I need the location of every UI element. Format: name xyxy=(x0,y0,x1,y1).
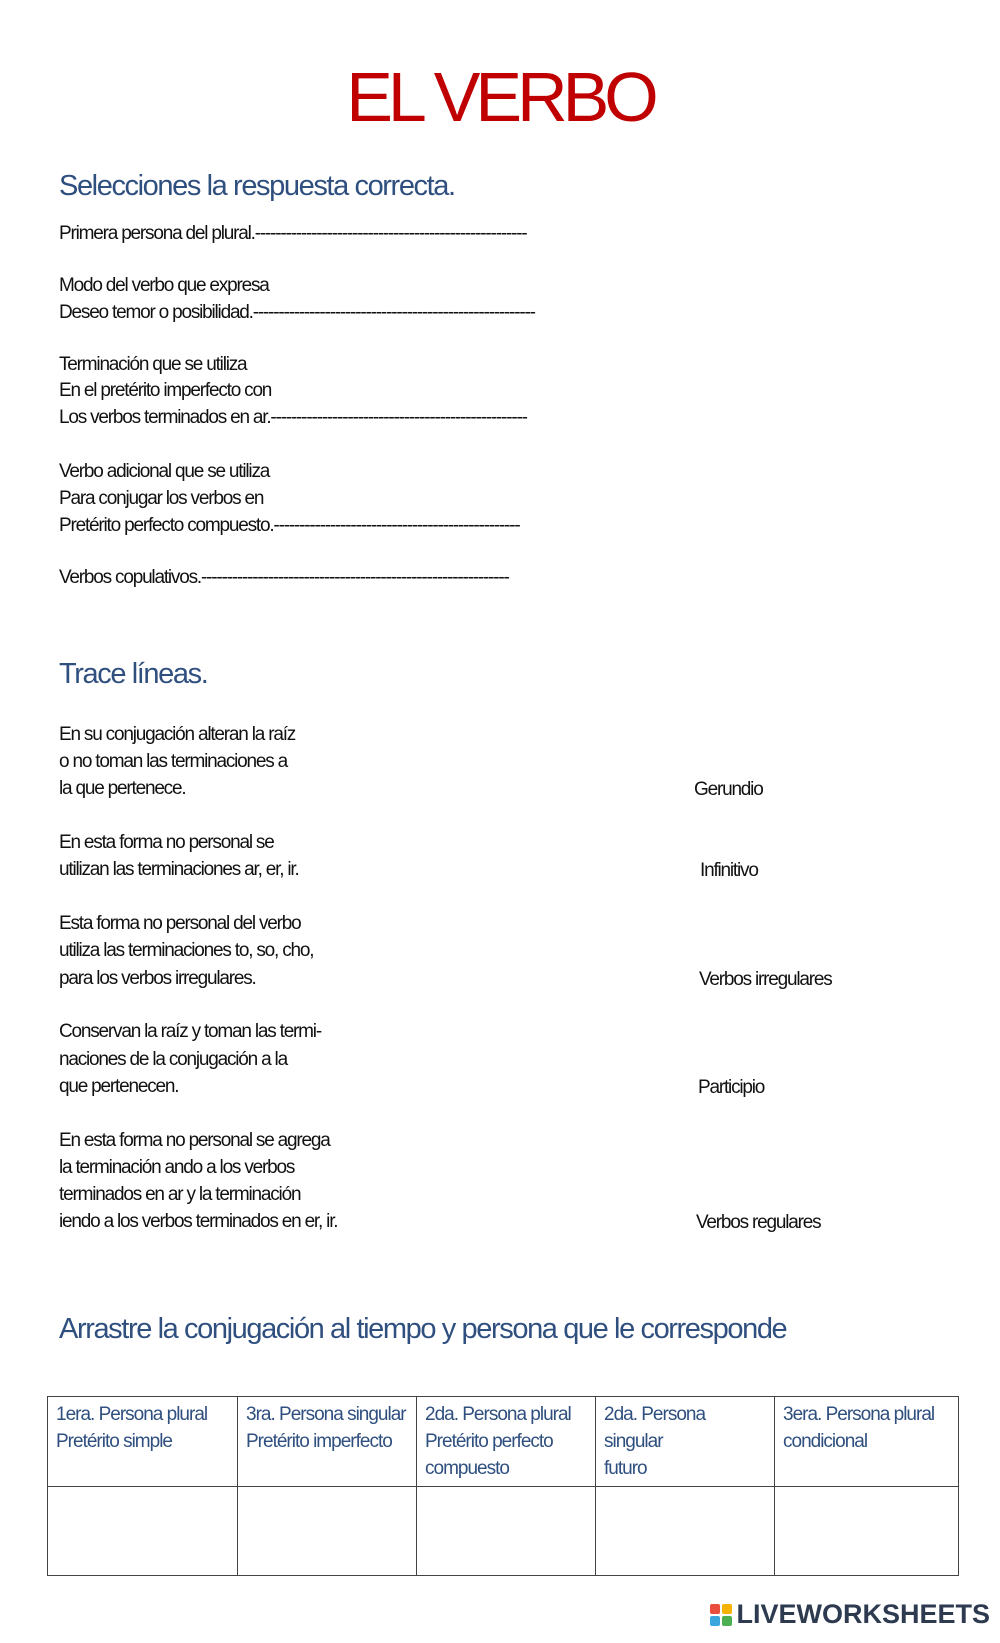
column-header-2da-plural-preterito-perfecto-compuesto: 2da. Persona plural Pretérito perfecto compuesto xyxy=(417,1397,596,1487)
logo-square-red xyxy=(710,1604,720,1614)
question-text: Modo del verbo que expresa xyxy=(59,275,269,296)
section-heading-select: Selecciones la respuesta correcta. xyxy=(59,170,455,202)
match-text: En su conjugación alteran la raíz xyxy=(59,724,296,745)
question-text: Pretérito perfecto compuesto.------------------------------------------------ xyxy=(59,515,520,536)
match-text: para los verbos irregulares. xyxy=(59,968,256,989)
answer-infinitivo[interactable]: Infinitivo xyxy=(700,860,758,881)
liveworksheets-logo-icon xyxy=(710,1604,732,1626)
drop-zone-1[interactable] xyxy=(48,1487,238,1576)
liveworksheets-footer xyxy=(710,1601,990,1628)
drop-zone-5[interactable] xyxy=(775,1487,959,1576)
match-text: Conservan la raíz y toman las termi- xyxy=(59,1021,321,1042)
match-text: la terminación ando a los verbos xyxy=(59,1157,295,1178)
match-text: utilizan las terminaciones ar, er, ir. xyxy=(59,859,299,880)
column-header-2da-singular-futuro: 2da. Persona singular futuro xyxy=(596,1397,775,1487)
table-drop-row xyxy=(48,1487,959,1576)
drop-zone-3[interactable] xyxy=(417,1487,596,1576)
question-text: Primera persona del plural.----------------------------------------------------- xyxy=(59,223,527,244)
match-text: En esta forma no personal se xyxy=(59,832,274,853)
logo-square-green xyxy=(722,1616,732,1626)
match-text: la que pertenece. xyxy=(59,778,186,799)
table-header-row xyxy=(48,1397,959,1487)
match-text: naciones de la conjugación a la xyxy=(59,1049,287,1070)
match-text: En esta forma no personal se agrega xyxy=(59,1130,330,1151)
logo-square-yellow xyxy=(722,1604,732,1614)
match-text: utiliza las terminaciones to, so, cho, xyxy=(59,940,314,961)
question-text: Los verbos terminados en ar.-------------------------------------------------- xyxy=(59,407,527,428)
conjugation-table xyxy=(47,1396,959,1576)
drop-zone-4[interactable] xyxy=(596,1487,775,1576)
match-text: o no toman las terminaciones a xyxy=(59,751,288,772)
question-text: Deseo temor o posibilidad.------------------------------------------------------- xyxy=(59,302,535,323)
answer-participio[interactable]: Participio xyxy=(698,1077,765,1098)
match-text: iendo a los verbos terminados en er, ir. xyxy=(59,1211,338,1232)
match-text: que pertenecen. xyxy=(59,1076,179,1097)
question-text: Para conjugar los verbos en xyxy=(59,488,264,509)
column-header-3era-plural-condicional: 3era. Persona plural condicional xyxy=(775,1397,959,1487)
column-header-1era-plural-preterito-simple: 1era. Persona plural Pretérito simple xyxy=(48,1397,238,1487)
section-heading-drag: Arrastre la conjugación al tiempo y persona que le corresponde xyxy=(59,1313,787,1345)
answer-verbos-irregulares[interactable]: Verbos irregulares xyxy=(699,969,832,990)
question-text: En el pretérito imperfecto con xyxy=(59,380,272,401)
column-header-3ra-singular-preterito-imperfecto: 3ra. Persona singular Pretérito imperfecto xyxy=(238,1397,417,1487)
worksheet-title: EL VERBO xyxy=(346,58,654,136)
question-text: Verbo adicional que se utiliza xyxy=(59,461,270,482)
logo-square-blue xyxy=(710,1616,720,1626)
match-text: Esta forma no personal del verbo xyxy=(59,913,301,934)
match-text: terminados en ar y la terminación xyxy=(59,1184,301,1205)
section-heading-trace: Trace líneas. xyxy=(59,658,208,690)
drop-zone-2[interactable] xyxy=(238,1487,417,1576)
question-text: Terminación que se utiliza xyxy=(59,354,247,375)
answer-verbos-regulares[interactable]: Verbos regulares xyxy=(696,1212,821,1233)
question-text: Verbos copulativos.------------------------------------------------------------ xyxy=(59,567,509,588)
brand-name: LIVEWORKSHEETS xyxy=(736,1599,990,1629)
answer-gerundio[interactable]: Gerundio xyxy=(694,779,763,800)
